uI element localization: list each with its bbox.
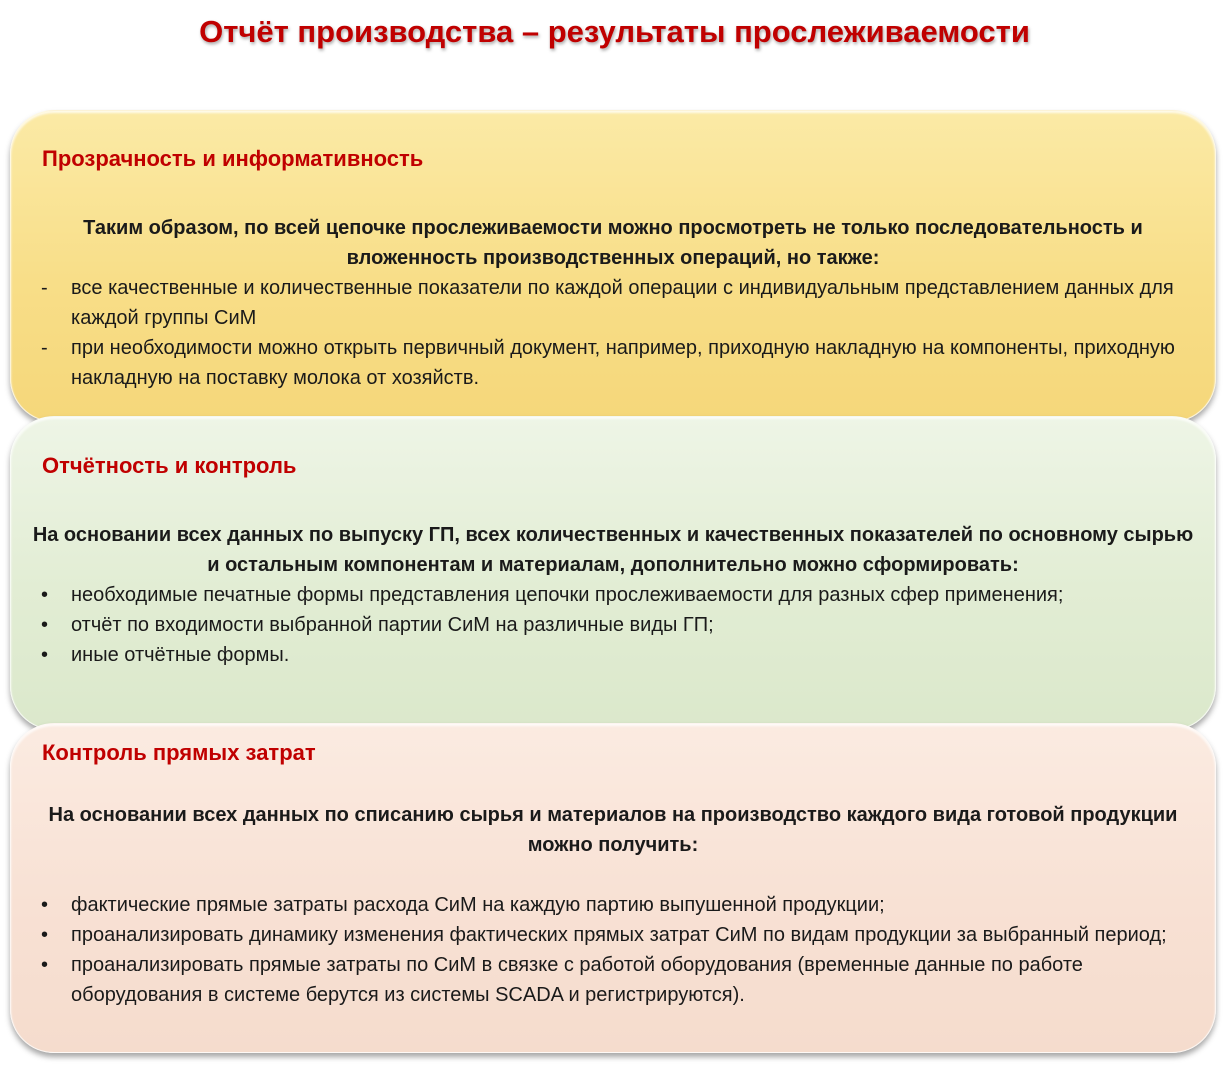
page-title: Отчёт производства – результаты прослеживаемости: [199, 14, 1030, 49]
section-heading: Прозрачность и информативность: [42, 146, 424, 171]
list-item: [41, 950, 1175, 1010]
list-item-text: проанализировать прямые затраты по СиМ в связке с работой оборудования (временные данные по работе оборудования в системе берутся из системы SCADA и регистрируются).: [71, 954, 1083, 1006]
list-item-text: все качественные и количественные показатели по каждой операции с индивидуальным представлением данных для каждой группы СиМ: [71, 277, 1174, 329]
section-lead: На основании всех данных по выпуску ГП, всех количественных и качественных показателей по основному сырью и остальным компонентам и материалам, дополнительно можно сформировать:: [32, 524, 1194, 576]
bullet-marker: •: [41, 894, 49, 916]
list-item: [41, 640, 1175, 670]
bullet-marker: •: [41, 954, 49, 976]
bullet-marker: •: [41, 924, 49, 946]
section-list: [41, 273, 1175, 393]
list-item-text: проанализировать динамику изменения фактических прямых затрат СиМ по видам продукции за выбранный период;: [71, 924, 1167, 946]
list-item: [41, 610, 1175, 640]
list-item: [41, 890, 1175, 920]
section-lead: На основании всех данных по списанию сырья и материалов на производство каждого вида готовой продукции можно получить:: [48, 804, 1178, 856]
list-item-text: при необходимости можно открыть первичный документ, например, приходную накладную на компоненты, приходную накладную на поставку молока от хозяйств.: [71, 337, 1175, 389]
list-item: [41, 580, 1175, 610]
section-direct-costs: [10, 723, 1216, 1053]
section-list: [41, 580, 1175, 670]
section-heading: Контроль прямых затрат: [42, 740, 316, 765]
bullet-marker: •: [41, 584, 49, 606]
dash-marker: -: [41, 337, 48, 359]
section-list: [41, 890, 1175, 1010]
list-item: [41, 920, 1175, 950]
section-heading: Отчётность и контроль: [42, 453, 297, 478]
bullet-marker: •: [41, 614, 49, 636]
list-item-text: фактические прямые затраты расхода СиМ на каждую партию выпушенной продукции;: [71, 894, 885, 916]
list-item-text: иные отчётные формы.: [71, 644, 290, 666]
section-transparency: [10, 110, 1216, 422]
dash-marker: -: [41, 277, 48, 299]
list-item-text: необходимые печатные формы представления цепочки прослеживаемости для разных сфер применения;: [71, 584, 1064, 606]
list-item: [41, 333, 1175, 393]
section-lead: Таким образом, по всей цепочке прослеживаемости можно просмотреть не только последовательность и вложенность производственных операций, но также:: [83, 217, 1143, 269]
section-reporting: [10, 416, 1216, 730]
list-item: [41, 273, 1175, 333]
list-item-text: отчёт по входимости выбранной партии СиМ на различные виды ГП;: [71, 614, 714, 636]
bullet-marker: •: [41, 644, 49, 666]
